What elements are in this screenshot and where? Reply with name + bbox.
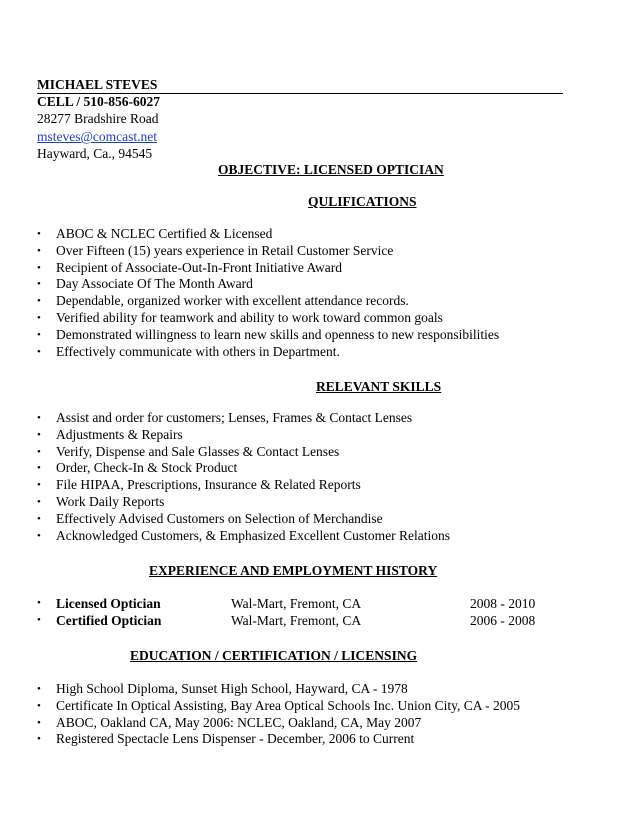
bullet-icon: •: [37, 244, 41, 257]
skills-heading: RELEVANT SKILLS: [316, 379, 442, 394]
bullet-icon: •: [37, 614, 41, 626]
bullet-icon: •: [37, 428, 41, 441]
bullet-icon: •: [37, 479, 41, 492]
list-item: • Verify, Dispense and Sale Glasses & Contact Lenses: [37, 443, 340, 459]
bullet-icon: •: [37, 733, 41, 746]
bullet-icon: •: [37, 412, 41, 424]
list-item: • High School Diploma, Sunset High School, Hayward, CA - 1978: [37, 681, 408, 696]
experience-heading: EXPERIENCE AND EMPLOYMENT HISTORY: [149, 563, 438, 578]
list-item: • Order, Check-In & Stock Product: [37, 460, 238, 476]
list-item: • File HIPAA, Prescriptions, Insurance & Related Reports: [37, 477, 361, 493]
bullet-icon: •: [37, 228, 41, 240]
list-item: • Verified ability for teamwork and ability to work toward common goals: [37, 309, 443, 325]
bullet-icon: •: [37, 529, 41, 542]
list-item: • Adjustments & Repairs: [37, 426, 183, 442]
list-item: • ABOC, Oakland CA, May 2006: NCLEC, Oakland, CA, May 2007: [37, 714, 422, 730]
objective-heading: OBJECTIVE: LICENSED OPTICIAN: [218, 162, 444, 177]
bullet-icon: •: [37, 716, 41, 729]
skills-list: [37, 410, 597, 544]
education-list: [37, 681, 597, 748]
bullet-icon: •: [37, 261, 41, 274]
cell-phone: CELL / 510-856-6027: [37, 94, 161, 109]
job-title: Certified Optician: [56, 613, 162, 628]
employment-dates: 2006 - 2008: [470, 613, 536, 628]
experience-row: [37, 612, 597, 629]
employer: Wal-Mart, Fremont, CA: [231, 613, 362, 628]
list-item: • Demonstrated willingness to learn new skills and openness to new responsibilities: [37, 326, 500, 342]
bullet-icon: •: [37, 512, 41, 525]
bullet-icon: •: [37, 278, 41, 291]
bullet-icon: •: [37, 311, 41, 324]
bullet-icon: •: [37, 328, 41, 341]
bullet-icon: •: [37, 345, 41, 358]
bullet-icon: •: [37, 495, 41, 508]
list-item: • Registered Spectacle Lens Dispenser - December, 2006 to Current: [37, 731, 415, 747]
list-item: • Dependable, organized worker with excellent attendance records.: [37, 293, 409, 309]
bullet-icon: •: [37, 295, 41, 308]
bullet-icon: •: [37, 462, 41, 475]
employment-dates: 2008 - 2010: [470, 596, 536, 611]
applicant-name: MICHAEL STEVES: [37, 77, 158, 92]
employer: Wal-Mart, Fremont, CA: [231, 596, 362, 611]
list-item: • Over Fifteen (15) years experience in Retail Customer Service: [37, 242, 394, 258]
list-item: • Certificate In Optical Assisting, Bay Area Optical Schools Inc. Union City, CA - 2005: [37, 697, 521, 713]
list-item: • Effectively communicate with others in Department.: [37, 343, 340, 359]
bullet-icon: •: [37, 699, 41, 712]
email-link[interactable]: msteves@comcast.net: [37, 129, 158, 144]
education-heading: EDUCATION / CERTIFICATION / LICENSING: [130, 648, 418, 663]
experience-row: [37, 595, 597, 612]
bullet-icon: •: [37, 683, 41, 695]
list-item: • Assist and order for customers; Lenses, Frames & Contact Lenses: [37, 410, 413, 425]
street-address: 28277 Bradshire Road: [37, 111, 159, 126]
list-item: • Work Daily Reports: [37, 493, 165, 509]
job-title: Licensed Optician: [56, 596, 161, 611]
list-item: • Effectively Advised Customers on Selection of Merchandise: [37, 510, 383, 526]
list-item: • ABOC & NCLEC Certified & Licensed: [37, 226, 273, 241]
list-item: • Acknowledged Customers, & Emphasized Excellent Customer Relations: [37, 527, 451, 543]
bullet-icon: •: [37, 445, 41, 458]
list-item: • Day Associate Of The Month Award: [37, 276, 253, 292]
list-item: • Recipient of Associate-Out-In-Front Initiative Award: [37, 259, 342, 275]
qualifications-heading: QULIFICATIONS: [308, 194, 417, 209]
bullet-icon: •: [37, 597, 41, 609]
city-state-zip: Hayward, Ca., 94545: [37, 146, 153, 161]
qualifications-list: [37, 226, 597, 360]
